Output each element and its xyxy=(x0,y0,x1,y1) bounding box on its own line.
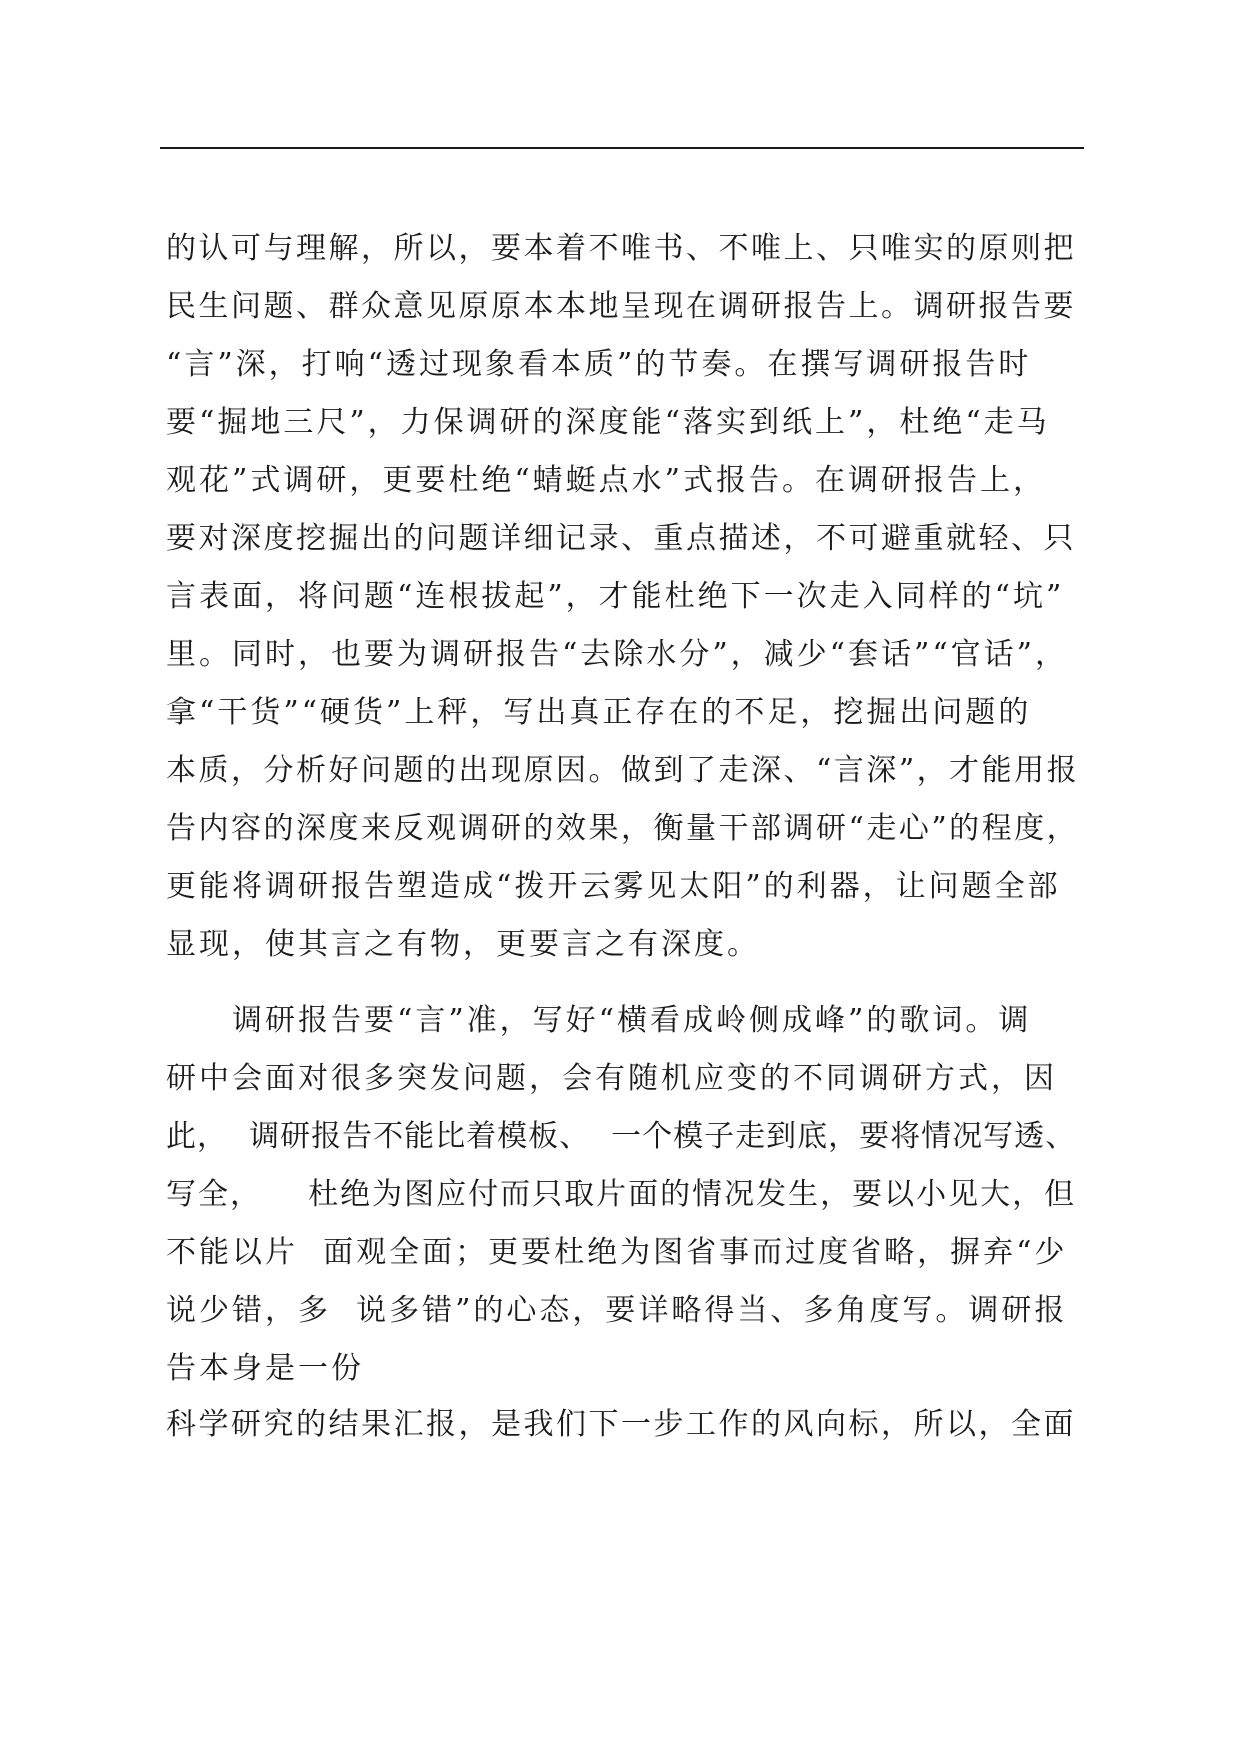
paragraph-2-line-1: 调研报告要“言”准，写好“横看成岭侧成峰”的歌词。调 xyxy=(232,1003,1032,1038)
paragraph-2-line-8: 科学研究的结果汇报，是我们下一步工作的风向标，所以，全面 xyxy=(166,1407,1076,1442)
paragraph-1-line-1: 的认可与理解，所以，要本着不唯书、不唯上、只唯实的原则把 xyxy=(166,231,1076,266)
paragraph-1-line-5: 观花”式调研，更要杜绝“蜻蜓点水”式报告。在调研报告上， xyxy=(166,463,1047,498)
paragraph-1-line-4: 要“掘地三尺”，力保调研的深度能“落实到纸上”，杜绝“走马 xyxy=(166,405,1050,440)
paragraph-2-line-6: 说少错，多 说多错”的心态，要详略得当、多角度写。调研报 xyxy=(166,1293,1068,1328)
paragraph-1-line-13: 显现，使其言之有物，更要言之有深度。 xyxy=(166,927,760,962)
paragraph-1-line-2: 民生问题、群众意见原原本本地呈现在调研报告上。调研报告要 xyxy=(166,289,1076,324)
paragraph-1-line-8: 里。同时，也要为调研报告“去除水分”，减少“套话”“官话”， xyxy=(166,637,1069,672)
paragraph-2-line-3: 此， 调研报告不能比着模板、 一个模子走到底，要将情况写透、 xyxy=(166,1119,1077,1154)
paragraph-1-line-12: 更能将调研报告塑造成“拨开云雾见太阳”的利器，让问题全部 xyxy=(166,869,1061,904)
paragraph-1-line-9: 拿“干货”“硬货”上秤，写出真正存在的不足，挖掘出问题的 xyxy=(166,695,1032,730)
paragraph-2-line-7: 告本身是一份 xyxy=(166,1351,364,1386)
paragraph-2-line-4: 写全， 杜绝为图应付而只取片面的情况发生，要以小见大，但 xyxy=(166,1177,1077,1212)
paragraph-2-line-2: 研中会面对很多突发问题，会有随机应变的不同调研方式，因 xyxy=(166,1061,1057,1096)
header-rule xyxy=(160,147,1084,149)
paragraph-1-line-3: “言”深，打响“透过现象看本质”的节奏。在撰写调研报告时 xyxy=(166,347,1032,382)
paragraph-2-line-5: 不能以片 面观全面；更要杜绝为图省事而过度省略，摒弃“少 xyxy=(166,1235,1068,1270)
paragraph-1-line-7: 言表面，将问题“连根拔起”，才能杜绝下一次走入同样的“坑” xyxy=(166,579,1065,614)
paragraph-1-line-11: 告内容的深度来反观调研的效果，衡量干部调研“走心”的程度， xyxy=(166,811,1080,846)
paragraph-1-line-6: 要对深度挖掘出的问题详细记录、重点描述，不可避重就轻、只 xyxy=(166,521,1076,556)
paragraph-1-line-10: 本质，分析好问题的出现原因。做到了走深、“言深”，才能用报 xyxy=(166,753,1080,788)
